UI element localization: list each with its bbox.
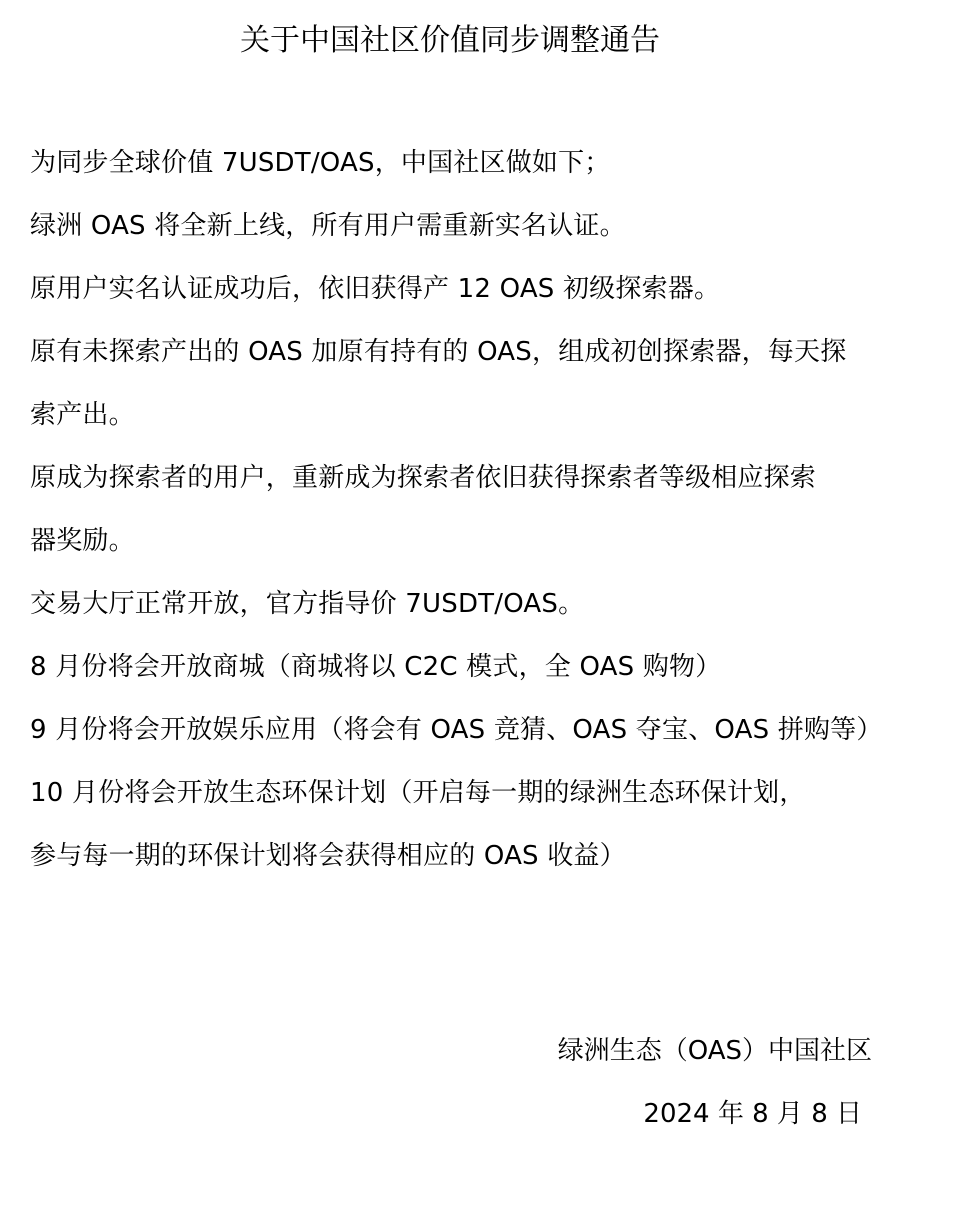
body-line: 原成为探索者的用户，重新成为探索者依旧获得探索者等级相应探索: [30, 463, 817, 493]
document-body: [30, 132, 900, 888]
body-line: 器奖励。: [30, 526, 135, 556]
body-line: 绿洲 OAS 将全新上线，所有用户需重新实名认证。: [30, 211, 626, 241]
body-line: 10 月份将会开放生态环保计划（开启每一期的绿洲生态环保计划，: [30, 778, 806, 808]
signature-block: [558, 1020, 872, 1146]
body-line: 参与每一期的环保计划将会获得相应的 OAS 收益）: [30, 841, 626, 871]
signature-date: 2024 年 8 月 8 日: [643, 1099, 862, 1129]
signature-organization: 绿洲生态（OAS）中国社区: [557, 1036, 872, 1066]
body-line: 9 月份将会开放娱乐应用（将会有 OAS 竞猜、OAS 夺宝、OAS 拼购等）: [30, 715, 883, 745]
body-line: 原有未探索产出的 OAS 加原有持有的 OAS，组成初创探索器，每天探: [30, 337, 847, 367]
body-line: 8 月份将会开放商城（商城将以 C2C 模式，全 OAS 购物）: [30, 652, 722, 682]
body-line: 为同步全球价值 7USDT/OAS，中国社区做如下；: [30, 148, 611, 178]
document-title: 关于中国社区价值同步调整通告: [240, 23, 660, 58]
body-line: 交易大厅正常开放，官方指导价 7USDT/OAS。: [30, 589, 585, 619]
body-line: 原用户实名认证成功后，依旧获得产 12 OAS 初级探索器。: [30, 274, 721, 304]
body-line: 索产出。: [30, 400, 135, 430]
